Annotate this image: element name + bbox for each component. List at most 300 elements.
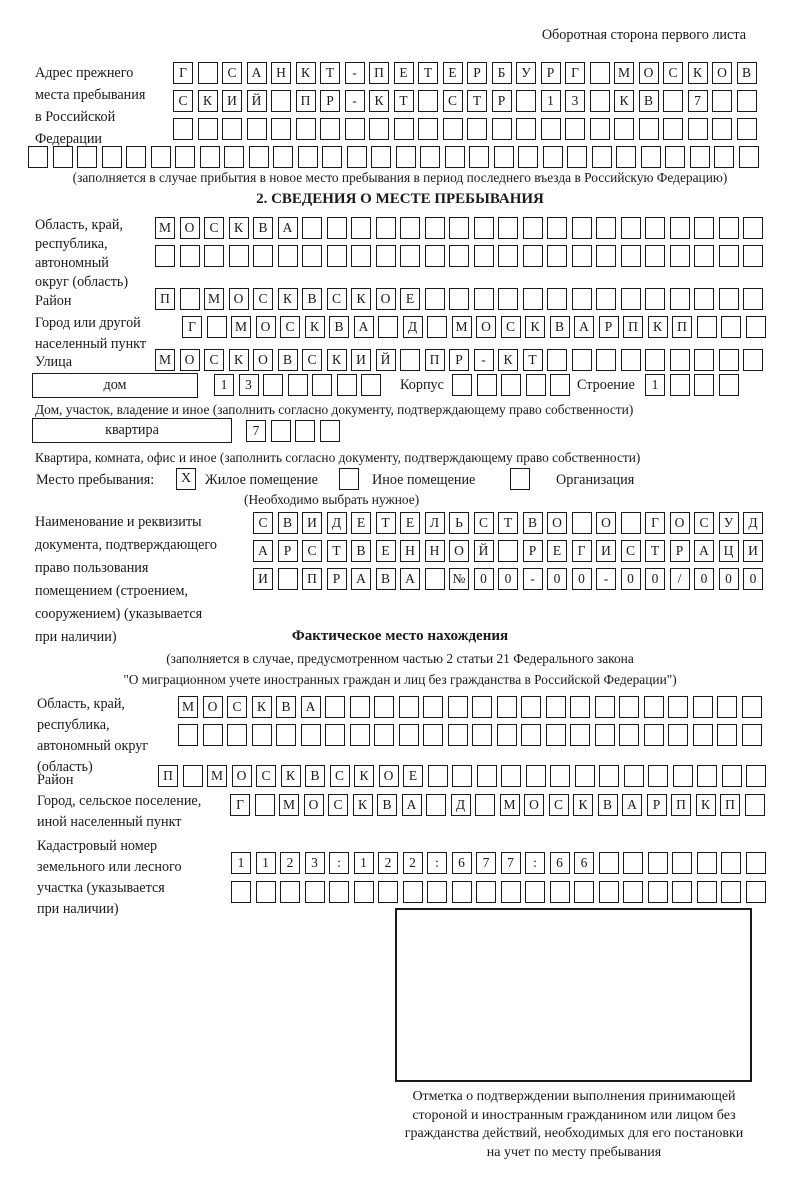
- char-box: К: [573, 794, 593, 816]
- dom-box: дом: [32, 373, 198, 398]
- char-box: [719, 349, 739, 371]
- char-box: Н: [425, 540, 445, 562]
- char-box: С: [302, 349, 322, 371]
- char-box: [361, 374, 381, 396]
- char-box: 1: [541, 90, 561, 112]
- char-box: [572, 217, 592, 239]
- char-box: №: [449, 568, 469, 590]
- mesto-note: (Необходимо выбрать нужное): [244, 492, 420, 507]
- char-box: М: [231, 316, 251, 338]
- char-box: [403, 881, 423, 903]
- ulitsa-label: Улица: [35, 354, 73, 370]
- char-box: В: [302, 288, 322, 310]
- char-box: [743, 349, 763, 371]
- raion-row: [155, 288, 768, 310]
- char-box: [322, 146, 342, 168]
- char-box: [252, 724, 272, 746]
- char-box: [288, 374, 308, 396]
- char-box: С: [621, 540, 641, 562]
- char-box: С: [549, 794, 569, 816]
- char-box: К: [614, 90, 634, 112]
- char-box: [596, 288, 616, 310]
- char-box: [151, 146, 171, 168]
- char-box: Е: [400, 512, 420, 534]
- char-box: [204, 245, 224, 267]
- char-box: 6: [550, 852, 570, 874]
- char-box: С: [204, 217, 224, 239]
- char-box: 0: [694, 568, 714, 590]
- char-box: О: [639, 62, 659, 84]
- char-box: Р: [541, 62, 561, 84]
- char-box: [721, 881, 741, 903]
- char-box: [374, 696, 394, 718]
- char-box: [477, 374, 497, 396]
- char-box: [714, 146, 734, 168]
- char-box: [256, 881, 276, 903]
- dom-caption: Дом, участок, владение и иное (заполнить согласно документу, подтверждающему право собственности): [35, 402, 634, 417]
- char-box: О: [670, 512, 690, 534]
- char-box: [351, 217, 371, 239]
- char-box: [452, 881, 472, 903]
- ulitsa-row: [155, 349, 768, 371]
- char-box: [278, 245, 298, 267]
- char-box: Т: [418, 62, 438, 84]
- char-box: В: [253, 217, 273, 239]
- char-box: [665, 146, 685, 168]
- char-box: [418, 118, 438, 140]
- char-box: [516, 90, 536, 112]
- char-box: О: [180, 349, 200, 371]
- char-box: Д: [403, 316, 423, 338]
- char-box: П: [671, 794, 691, 816]
- char-box: А: [694, 540, 714, 562]
- char-box: Б: [492, 62, 512, 84]
- char-box: И: [351, 349, 371, 371]
- char-box: [743, 217, 763, 239]
- char-box: К: [351, 288, 371, 310]
- char-box: [399, 724, 419, 746]
- char-box: В: [376, 568, 396, 590]
- char-box: -: [345, 90, 365, 112]
- char-box: С: [227, 696, 247, 718]
- checkbox-inoe: [339, 468, 359, 490]
- char-box: С: [694, 512, 714, 534]
- char-box: [663, 90, 683, 112]
- char-box: [452, 374, 472, 396]
- char-box: :: [329, 852, 349, 874]
- char-box: С: [173, 90, 193, 112]
- char-box: 0: [498, 568, 518, 590]
- char-box: [477, 765, 497, 787]
- char-box: [670, 288, 690, 310]
- char-box: [672, 881, 692, 903]
- char-box: В: [278, 349, 298, 371]
- char-box: [645, 288, 665, 310]
- char-box: [572, 245, 592, 267]
- char-box: 6: [574, 852, 594, 874]
- char-box: [425, 568, 445, 590]
- doc-row-3: [253, 568, 768, 590]
- char-box: А: [574, 316, 594, 338]
- char-box: К: [252, 696, 272, 718]
- char-box: [247, 118, 267, 140]
- char-box: Т: [645, 540, 665, 562]
- char-box: :: [525, 852, 545, 874]
- char-box: Е: [403, 765, 423, 787]
- char-box: [621, 349, 641, 371]
- char-box: Д: [327, 512, 347, 534]
- char-box: 2: [378, 852, 398, 874]
- char-box: В: [377, 794, 397, 816]
- kvartira-box: квартира: [32, 418, 232, 443]
- char-box: [719, 245, 739, 267]
- char-box: Т: [467, 90, 487, 112]
- char-box: [448, 696, 468, 718]
- char-box: [400, 245, 420, 267]
- char-box: [717, 724, 737, 746]
- char-box: [639, 118, 659, 140]
- char-box: Н: [400, 540, 420, 562]
- char-box: [592, 146, 612, 168]
- char-box: С: [253, 512, 273, 534]
- char-box: Е: [394, 62, 414, 84]
- char-box: С: [474, 512, 494, 534]
- mesto-option-inoe: Иное помещение: [372, 472, 476, 488]
- char-box: [599, 765, 619, 787]
- char-box: [378, 316, 398, 338]
- gorod-label: Город или другой населенный пункт: [35, 315, 147, 352]
- char-box: [599, 852, 619, 874]
- char-box: [516, 118, 536, 140]
- char-box: [641, 146, 661, 168]
- char-box: [624, 765, 644, 787]
- char-box: [425, 288, 445, 310]
- doc-label: Наименование и реквизиты документа, подтверждающего право пользования помещением (строением, сооружением) (указывается при наличии): [35, 514, 217, 645]
- char-box: [501, 881, 521, 903]
- char-box: [327, 217, 347, 239]
- char-box: [541, 118, 561, 140]
- char-box: Й: [376, 349, 396, 371]
- char-box: О: [524, 794, 544, 816]
- char-box: [296, 118, 316, 140]
- char-box: [737, 90, 757, 112]
- kvartira-caption: Квартира, комната, офис и иное (заполнить согласно документу, подтверждающему право собственности): [35, 450, 641, 465]
- char-box: И: [253, 568, 273, 590]
- char-box: П: [369, 62, 389, 84]
- char-box: К: [696, 794, 716, 816]
- char-box: [616, 146, 636, 168]
- stroenie-row: [645, 374, 743, 396]
- char-box: [302, 217, 322, 239]
- char-box: [621, 245, 641, 267]
- char-box: [498, 540, 518, 562]
- char-box: [523, 245, 543, 267]
- char-box: С: [327, 288, 347, 310]
- char-box: [694, 217, 714, 239]
- char-box: [596, 217, 616, 239]
- char-box: [614, 118, 634, 140]
- char-box: [472, 696, 492, 718]
- char-box: [521, 696, 541, 718]
- char-box: :: [427, 852, 447, 874]
- char-box: [688, 118, 708, 140]
- kvartira-number-row: [246, 420, 344, 442]
- char-box: [278, 568, 298, 590]
- char-box: 0: [547, 568, 567, 590]
- char-box: [523, 288, 543, 310]
- char-box: [452, 765, 472, 787]
- char-box: [550, 881, 570, 903]
- char-box: [742, 724, 762, 746]
- char-box: [494, 146, 514, 168]
- char-box: [550, 374, 570, 396]
- char-box: [525, 881, 545, 903]
- char-box: -: [596, 568, 616, 590]
- char-box: [722, 765, 742, 787]
- char-box: [425, 245, 445, 267]
- char-box: [418, 90, 438, 112]
- char-box: [721, 316, 741, 338]
- char-box: В: [351, 540, 371, 562]
- prev-address-row-2: [173, 90, 761, 112]
- char-box: С: [302, 540, 322, 562]
- char-box: К: [281, 765, 301, 787]
- char-box: [476, 881, 496, 903]
- char-box: [526, 374, 546, 396]
- char-box: Т: [327, 540, 347, 562]
- char-box: [426, 794, 446, 816]
- char-box: П: [158, 765, 178, 787]
- doc-row-2: [253, 540, 768, 562]
- char-box: [448, 724, 468, 746]
- char-box: [231, 881, 251, 903]
- char-box: П: [672, 316, 692, 338]
- char-box: Т: [523, 349, 543, 371]
- char-box: И: [302, 512, 322, 534]
- dom-number-row: [214, 374, 386, 396]
- char-box: [229, 245, 249, 267]
- oblast-row-2: [155, 245, 768, 267]
- char-box: [469, 146, 489, 168]
- fact-raion-row: [158, 765, 771, 787]
- char-box: [325, 696, 345, 718]
- char-box: [697, 765, 717, 787]
- char-box: [474, 245, 494, 267]
- char-box: [590, 90, 610, 112]
- char-box: [312, 374, 332, 396]
- char-box: [648, 765, 668, 787]
- section2-title: 2. СВЕДЕНИЯ О МЕСТЕ ПРЕБЫВАНИЯ: [256, 191, 544, 207]
- char-box: 1: [214, 374, 234, 396]
- fact-oblast-label: Область, край, республика, автономный округ (область): [37, 696, 149, 775]
- char-box: А: [354, 316, 374, 338]
- char-box: О: [304, 794, 324, 816]
- char-box: [670, 217, 690, 239]
- char-box: [224, 146, 244, 168]
- char-box: 2: [403, 852, 423, 874]
- char-box: [420, 146, 440, 168]
- char-box: [523, 217, 543, 239]
- char-box: [645, 349, 665, 371]
- char-box: [596, 245, 616, 267]
- char-box: [498, 288, 518, 310]
- char-box: О: [180, 217, 200, 239]
- fact-caption-1: (заполняется в случае, предусмотренном частью 2 статьи 21 Федерального закона: [166, 651, 634, 666]
- stamp-box: [395, 908, 752, 1082]
- char-box: [350, 724, 370, 746]
- char-box: [498, 217, 518, 239]
- char-box: [690, 146, 710, 168]
- char-box: С: [663, 62, 683, 84]
- char-box: О: [203, 696, 223, 718]
- kadastr-row-1: [231, 852, 770, 874]
- char-box: М: [279, 794, 299, 816]
- char-box: [742, 696, 762, 718]
- char-box: Д: [743, 512, 763, 534]
- char-box: [590, 118, 610, 140]
- char-box: [572, 349, 592, 371]
- char-box: [320, 118, 340, 140]
- char-box: К: [229, 349, 249, 371]
- char-box: [155, 245, 175, 267]
- char-box: К: [353, 794, 373, 816]
- korpus-row: [452, 374, 575, 396]
- char-box: [693, 724, 713, 746]
- char-box: [697, 852, 717, 874]
- char-box: [263, 374, 283, 396]
- char-box: /: [670, 568, 690, 590]
- char-box: -: [523, 568, 543, 590]
- char-box: В: [550, 316, 570, 338]
- char-box: [325, 724, 345, 746]
- char-box: [492, 118, 512, 140]
- char-box: [320, 420, 340, 442]
- char-box: О: [229, 288, 249, 310]
- char-box: М: [207, 765, 227, 787]
- char-box: М: [178, 696, 198, 718]
- char-box: [271, 420, 291, 442]
- char-box: [621, 288, 641, 310]
- char-box: 0: [572, 568, 592, 590]
- char-box: К: [229, 217, 249, 239]
- prev-address-label: Адрес прежнего места пребывания в Российской Федерации: [35, 65, 146, 147]
- char-box: [53, 146, 73, 168]
- char-box: [693, 696, 713, 718]
- char-box: С: [501, 316, 521, 338]
- kadastr-label: Кадастровый номер земельного или лесного участка (указывается при наличии): [37, 838, 182, 917]
- char-box: [599, 881, 619, 903]
- char-box: 3: [565, 90, 585, 112]
- char-box: С: [256, 765, 276, 787]
- fact-raion-label: Район: [37, 772, 74, 788]
- char-box: [590, 62, 610, 84]
- char-box: П: [425, 349, 445, 371]
- char-box: П: [155, 288, 175, 310]
- char-box: [207, 316, 227, 338]
- char-box: А: [253, 540, 273, 562]
- oblast-label: Область, край, республика, автономный округ (область): [35, 217, 129, 290]
- char-box: Т: [498, 512, 518, 534]
- char-box: Р: [599, 316, 619, 338]
- char-box: [350, 696, 370, 718]
- char-box: [575, 765, 595, 787]
- char-box: К: [296, 62, 316, 84]
- page-side-note: Оборотная сторона первого листа: [541, 27, 746, 43]
- char-box: [175, 146, 195, 168]
- char-box: [623, 881, 643, 903]
- char-box: [644, 724, 664, 746]
- char-box: 1: [354, 852, 374, 874]
- char-box: [371, 146, 391, 168]
- char-box: [180, 288, 200, 310]
- kadastr-row-2: [231, 881, 770, 903]
- char-box: [400, 217, 420, 239]
- char-box: Т: [394, 90, 414, 112]
- char-box: Г: [182, 316, 202, 338]
- char-box: [668, 696, 688, 718]
- char-box: [475, 794, 495, 816]
- char-box: [443, 118, 463, 140]
- gorod-row: [182, 316, 770, 338]
- char-box: Р: [449, 349, 469, 371]
- char-box: В: [276, 696, 296, 718]
- char-box: [694, 349, 714, 371]
- char-box: А: [301, 696, 321, 718]
- char-box: В: [329, 316, 349, 338]
- char-box: [497, 696, 517, 718]
- doc-row-1: [253, 512, 768, 534]
- char-box: 2: [280, 852, 300, 874]
- char-box: [595, 696, 615, 718]
- char-box: [423, 696, 443, 718]
- oblast-row-1: [155, 217, 768, 239]
- char-box: [619, 696, 639, 718]
- char-box: 0: [474, 568, 494, 590]
- char-box: [376, 245, 396, 267]
- char-box: О: [596, 512, 616, 534]
- char-box: Т: [376, 512, 396, 534]
- char-box: [645, 217, 665, 239]
- char-box: [472, 724, 492, 746]
- char-box: 0: [719, 568, 739, 590]
- char-box: М: [155, 349, 175, 371]
- char-box: К: [278, 288, 298, 310]
- char-box: [474, 288, 494, 310]
- char-box: В: [278, 512, 298, 534]
- char-box: [423, 724, 443, 746]
- char-box: 0: [743, 568, 763, 590]
- char-box: 7: [501, 852, 521, 874]
- char-box: Й: [247, 90, 267, 112]
- raion-label: Район: [35, 293, 72, 309]
- char-box: [198, 62, 218, 84]
- char-box: [565, 118, 585, 140]
- char-box: [546, 696, 566, 718]
- char-box: [180, 245, 200, 267]
- char-box: 1: [645, 374, 665, 396]
- char-box: [746, 316, 766, 338]
- char-box: Л: [425, 512, 445, 534]
- char-box: 7: [246, 420, 266, 442]
- char-box: [467, 118, 487, 140]
- char-box: М: [452, 316, 472, 338]
- char-box: О: [379, 765, 399, 787]
- char-box: [396, 146, 416, 168]
- char-box: Р: [278, 540, 298, 562]
- char-box: С: [253, 288, 273, 310]
- char-box: А: [247, 62, 267, 84]
- char-box: А: [402, 794, 422, 816]
